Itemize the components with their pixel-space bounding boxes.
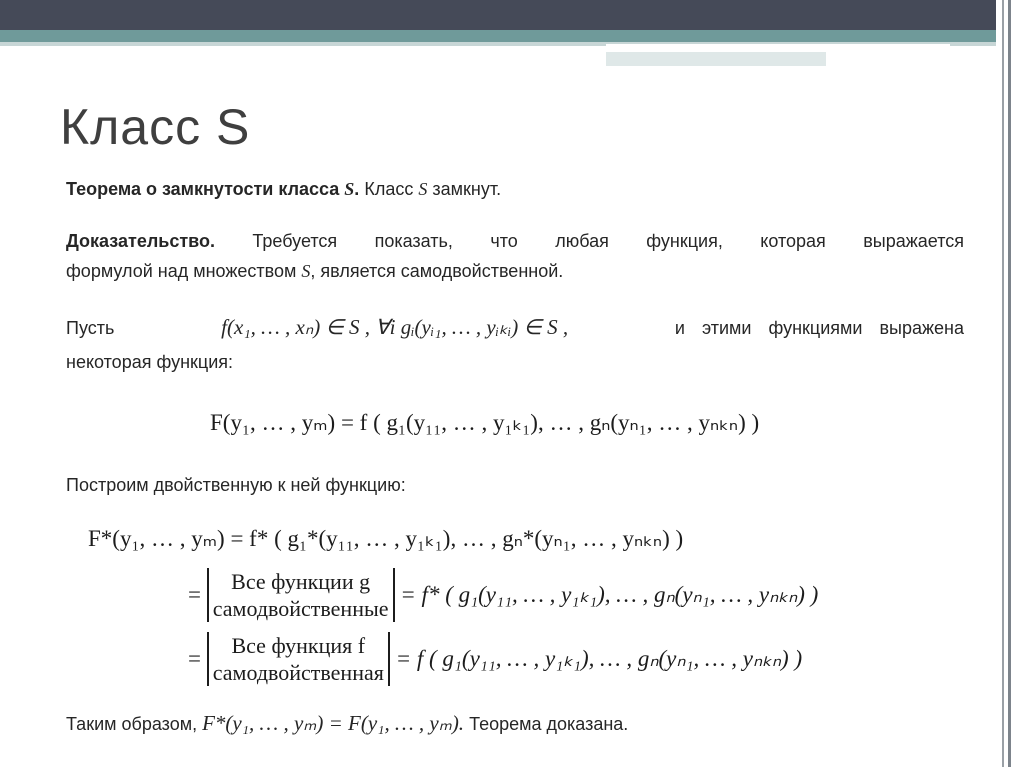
- dual-eq-1: =: [188, 582, 201, 607]
- let-paragraph: [66, 314, 964, 375]
- slide-title: Класс S: [60, 99, 251, 155]
- proof-paragraph: [66, 228, 964, 284]
- theorem-label: Теорема о замкнутости класса: [66, 179, 340, 199]
- dual-formula-line-1: F*(y₁, … , yₘ) = f* ( g₁*(y₁₁, … , y₁ₖ₁), … , gₙ*(yₙ₁, … , yₙₖₙ) ): [88, 526, 684, 551]
- proof-line-2: [66, 258, 964, 284]
- conclusion-prefix: Таким образом,: [66, 714, 198, 734]
- conclusion-line: [66, 710, 628, 737]
- dual-box-2: [207, 632, 390, 686]
- let-formula: f(x₁, … , xₙ) ∈ S , ∀i gᵢ(yᵢ₁, … , yᵢₖᵢ) ∈ S ,: [221, 315, 569, 339]
- proof-label: Доказательство.: [66, 231, 215, 251]
- conclusion-suffix: Теорема доказана.: [469, 714, 629, 734]
- dual-box-1: [207, 568, 395, 622]
- theorem-statement-symbol: S: [418, 179, 428, 199]
- theorem-statement-suffix: замкнут.: [432, 179, 502, 199]
- banner-tab-shade: [606, 52, 826, 66]
- theorem-set-symbol: S: [344, 179, 355, 199]
- right-edge-decoration: [996, 0, 1024, 767]
- dual-box-1-line-1: Все функции g: [231, 569, 371, 594]
- theorem-dot: .: [354, 179, 360, 199]
- dual-box-2-line-1: Все функция f: [231, 633, 366, 658]
- top-banner-teal: [0, 30, 1024, 42]
- dual-formula-line-3: [188, 632, 802, 686]
- proof-text-2-prefix: формулой над множеством: [66, 261, 297, 281]
- dual-formula-line-2: [188, 568, 818, 622]
- theorem-line: [66, 176, 501, 202]
- let-suffix: и этими функциями выражена: [674, 318, 964, 338]
- formula-F: F(y₁, … , yₘ) = f ( g₁(y₁₁, … , y₁ₖ₁), … , gₙ(yₙ₁, … , yₙₖₙ) ): [210, 410, 760, 435]
- let-line-1: [66, 314, 964, 341]
- proof-text-1: Требуется показать, что любая функция, которая выражается: [252, 231, 964, 251]
- dual-box-2-line-2: самодвойственная: [212, 660, 384, 685]
- proof-line-1: [66, 228, 964, 254]
- dual-box-1-line-2: самодвойственные: [212, 596, 389, 621]
- dual-eq-2: =: [188, 646, 201, 671]
- let-prefix: Пусть: [66, 318, 115, 338]
- proof-text-2-suffix: , является самодвойственной.: [310, 261, 564, 281]
- let-line-2: некоторая функция:: [66, 352, 234, 372]
- top-banner-dark: [0, 0, 1024, 30]
- construct-text: Построим двойственную к ней функцию:: [66, 475, 406, 495]
- theorem-statement-prefix: Класс: [364, 179, 414, 199]
- proof-text-2-symbol: S: [301, 261, 311, 281]
- dual-line-3-rhs: = f ( g₁(y₁₁, … , y₁ₖ₁), … , gₙ(yₙ₁, … , yₙₖₙ) ): [395, 646, 803, 671]
- conclusion-formula: F*(y₁, … , yₘ) = F(y₁, … , yₘ).: [202, 711, 465, 735]
- dual-line-2-rhs: = f* ( g₁(y₁₁, … , y₁ₖ₁), … , gₙ(yₙ₁, … , yₙₖₙ) ): [400, 582, 819, 607]
